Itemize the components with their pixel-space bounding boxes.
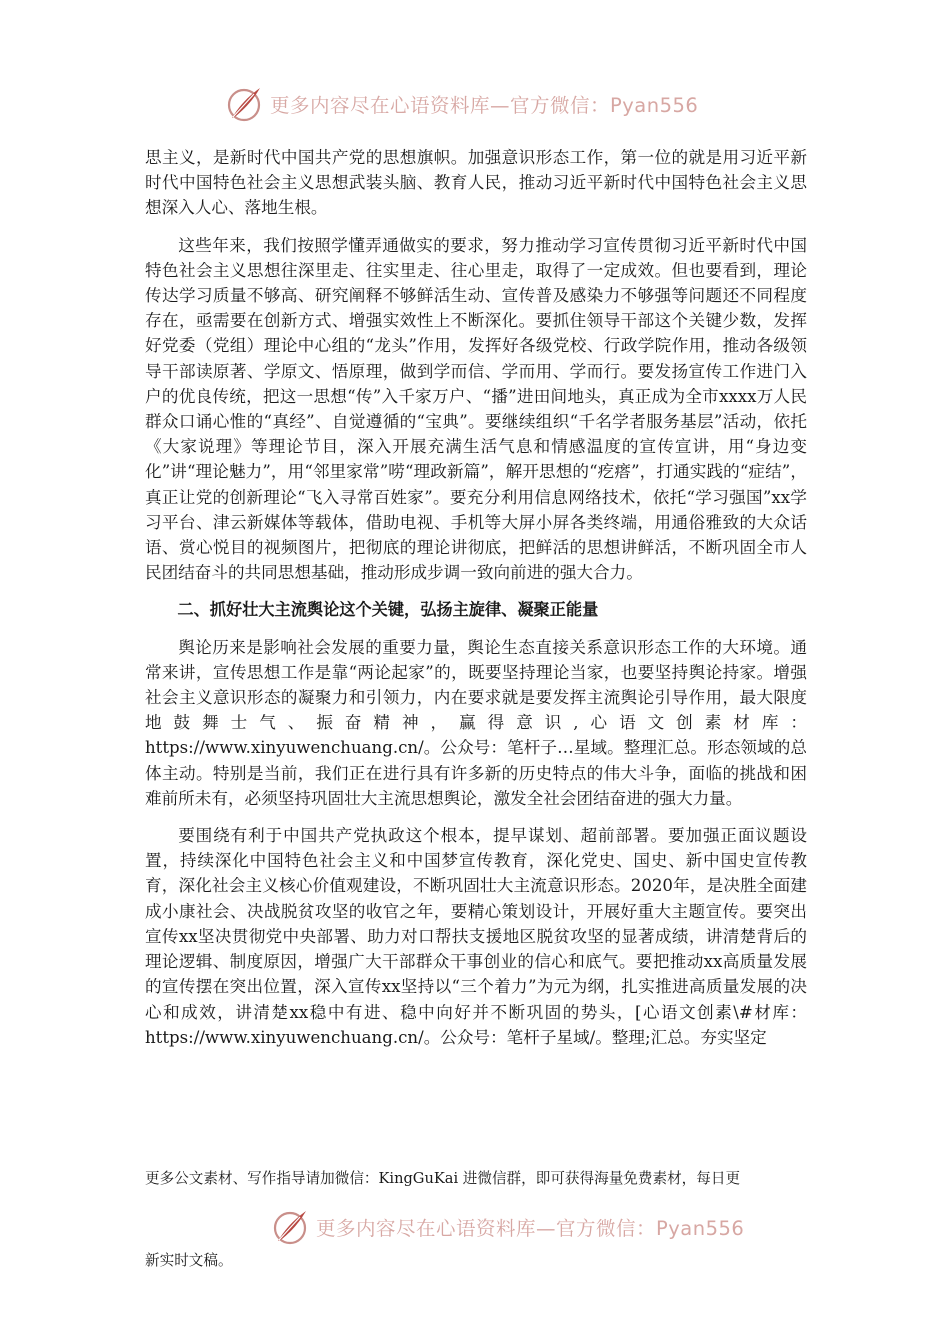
header-watermark-banner [0, 82, 950, 126]
footer-watermark-text: 更多内容尽在心语资料库—官方微信：Pyan556 [316, 1217, 745, 1240]
paragraph-3: 舆论历来是影响社会发展的重要力量，舆论生态直接关系意识形态工作的大环境。通常来讲，宣传思想工作是靠“两论起家”的，既要坚持理论当家，也要坚持舆论持家。增强社会主义意识形态的凝聚力和引领力，内在要求就是要发挥主流舆论引导作用，最大限度地鼓舞士气、振奋精神，赢得意识,心语文创素材库：https://www.xinyuwenchuang.cn/。公众号：笔杆子…星域。整理汇总。形态领域的总体主动。特别是当前，我们正在进行具有许多新的历史特点的伟大斗争，面临的挑战和困难前所未有，必须坚持巩固壮大主流思想舆论，激发全社会团结奋进的强大力量。 [145, 637, 807, 808]
feather-pen-logo-icon [224, 84, 264, 124]
footer-watermark-banner [0, 1205, 950, 1249]
feather-pen-logo-icon [270, 1207, 310, 1247]
footer-note-continued: 新实时文稿。 [145, 1252, 233, 1269]
paragraph-4: 要围绕有利于中国共产党执政这个根本，提早谋划、超前部署。要加强正面议题设置，持续深化中国特色社会主义和中国梦宣传教育，深化党史、国史、新中国史宣传教育，深化社会主义核心价值观建设，不断巩固壮大主流意识形态。2020年，是决胜全面建成小康社会、决战脱贫攻坚的收官之年，要精心策划设计，开展好重大主题宣传。要突出宣传xx坚决贯彻党中央部署、助力对口帮扶支援地区脱贫攻坚的显著成绩，讲清楚背后的理论逻辑、制度原因，增强广大干部群众干事创业的信心和底气。要把推动xx高质量发展的宣传摆在突出位置，深入宣传xx坚持以“三个着力”为元为纲，扎实推进高质量发展的决心和成效，讲清楚xx稳中有进、稳中向好并不断巩固的势头，[心语文创素\#材库：https://www.xinyuwenchuang.cn/。公众号：笔杆子星域/。整理;汇总。夯实坚定 [145, 826, 807, 1047]
paragraph-2: 这些年来，我们按照学懂弄通做实的要求，努力推动学习宣传贯彻习近平新时代中国特色社会主义思想往深里走、往实里走、往心里走，取得了一定成效。但也要看到，理论传达学习质量不够高、研究阐释不够鲜活生动、宣传普及感染力不够强等问题还不同程度存在，亟需要在创新方式、增强实效性上不断深化。要抓住领导干部这个关键少数，发挥好党委（党组）理论中心组的“龙头”作用，发挥好各级党校、行政学院作用，推动各级领导干部读原著、学原文、悟原理，做到学而信、学而用、学而行。要发扬宣传工作进门入户的优良传统，把这一思想“传”入千家万户、“播”进田间地头，真正成为全市xxxx万人民群众口诵心惟的“真经”、自觉遵循的“宝典”。要继续组织“千名学者服务基层”活动，依托《大家说理》等理论节目，深入开展充满生活气息和情感温度的宣传宣讲，用“身边变化”讲“理论魅力”，用“邻里家常”唠“理政新篇”，解开思想的“疙瘩”，打通实践的“症结”，真正让党的创新理论“飞入寻常百姓家”。要充分利用信息网络技术，依托“学习强国”xx学习平台、津云新媒体等载体，借助电视、手机等大屏小屏各类终端，用通俗雅致的大众话语、赏心悦目的视频图片，把彻底的理论讲彻底，把鲜活的思想讲鲜活，不断巩固全市人民团结奋斗的共同思想基础，推动形成步调一致向前进的强大合力。 [145, 235, 807, 583]
paragraph-1: 思主义，是新时代中国共产党的思想旗帜。加强意识形态工作，第一位的就是用习近平新时代中国特色社会主义思想武装头脑、教育人民，推动习近平新时代中国特色社会主义思想深入人心、落地生根。 [145, 148, 807, 218]
footer-note: 更多公文素材、写作指导请加微信：KingGuKai 进微信群，即可获得海量免费素材，每日更 [145, 1170, 741, 1187]
section-heading: 二、抓好壮大主流舆论这个关键，弘扬主旋律、凝聚正能量 [177, 600, 599, 620]
document-body [145, 145, 807, 1050]
header-watermark-text: 更多内容尽在心语资料库—官方微信：Pyan556 [270, 94, 699, 117]
